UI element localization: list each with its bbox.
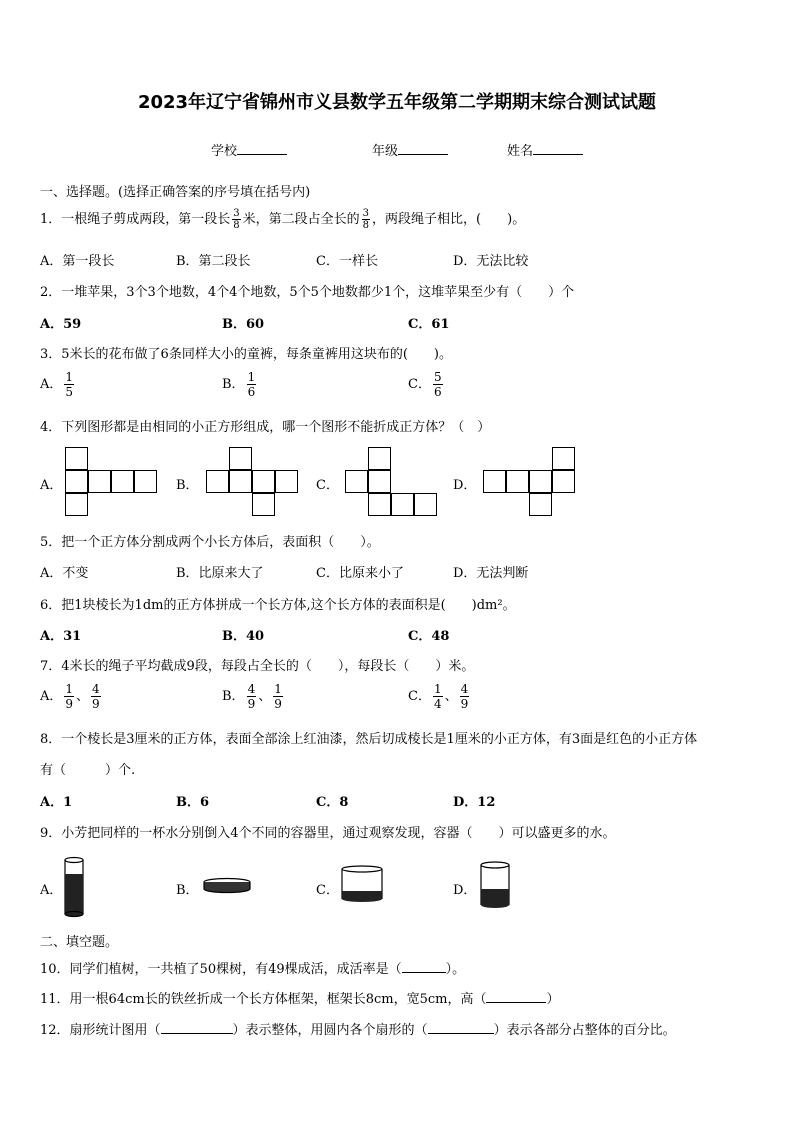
option-b[interactable]: B．第二段长	[176, 254, 251, 269]
option-b[interactable]: B．40	[222, 629, 265, 644]
option-c[interactable]: C．61	[408, 317, 450, 332]
name-label: 姓名	[507, 144, 534, 159]
question-8-cont: 有（ ）个.	[40, 763, 136, 778]
section-heading: 二、填空题。	[40, 935, 119, 950]
school-field[interactable]	[211, 140, 287, 159]
answer-blank[interactable]	[486, 1002, 546, 1003]
answer-blank[interactable]	[428, 1033, 494, 1034]
option-a[interactable]: A．59	[40, 317, 82, 332]
option-a[interactable]: A．31	[40, 629, 82, 644]
option-a[interactable]: A．1	[40, 795, 73, 810]
fraction: $\frac{1}{9}$	[274, 682, 282, 711]
option-a-label[interactable]: A．	[40, 478, 63, 493]
school-label: 学校	[211, 144, 238, 159]
option-c-label[interactable]: C．	[316, 478, 339, 493]
medium-cup-icon[interactable]	[478, 861, 512, 911]
option-c[interactable]: C． $\frac{1}{4}$ 、 $\frac{4}{9}$	[408, 682, 469, 711]
fraction: $\frac{5}{6}$	[433, 370, 442, 399]
question-9: 9．小芳把同样的一杯水分别倒入4个不同的容器里，通过观察发现，容器（ ）可以盛更多的水。	[40, 826, 616, 841]
option-b-label[interactable]: B．	[176, 478, 199, 493]
question-7: 7．4米长的绳子平均截成9段，每段占全长的（ ），每段长（ ）米。	[40, 659, 475, 674]
question-3: 3．5米长的花布做了6条同样大小的童裤，每条童裤用这块布的( )。	[40, 347, 452, 362]
option-a[interactable]: A． $\frac{1}{9}$ 、 $\frac{4}{9}$	[40, 682, 100, 711]
question-5: 5．把一个正方体分割成两个小长方体后，表面积（ ）。	[40, 535, 380, 550]
question-6: 6．把1块棱长为1dm的正方体拼成一个长方体,这个长方体的表面积是( )dm²。	[40, 598, 516, 613]
fraction: $\frac{4}{9}$	[460, 682, 469, 711]
question-11: 11．用一根64cm长的铁丝折成一个长方体框架，框架长8cm，宽5cm，高（ ）	[40, 992, 560, 1007]
grade-field[interactable]	[372, 140, 448, 159]
fraction: $\frac{1}{4}$	[433, 682, 442, 711]
option-c[interactable]: C．48	[408, 629, 450, 644]
grade-label: 年级	[372, 144, 399, 159]
wide-cup-icon[interactable]	[340, 865, 384, 905]
answer-blank[interactable]	[161, 1033, 233, 1034]
option-d-label[interactable]: D．	[453, 883, 477, 898]
option-a[interactable]: A．不变	[40, 566, 89, 581]
fraction: $\frac{1}{5}$	[65, 370, 74, 399]
option-c-label[interactable]: C．	[316, 883, 339, 898]
option-b[interactable]: B．60	[222, 317, 265, 332]
question-10: 10．同学们植树，一共植了50棵树，有49棵成活，成活率是（ ）。	[40, 962, 466, 977]
name-field[interactable]	[507, 140, 583, 159]
fraction: $\frac{1}{9}$	[65, 682, 74, 711]
tall-cylinder-icon[interactable]	[62, 856, 86, 918]
option-d[interactable]: D．无法比较	[453, 254, 529, 269]
question-1: 1．一根绳子剪成两段，第一段长 $\frac{3}{8}$ 米，第二段占全长的 $\frac{3}{8}$ ，两段绳子相比，( )。	[40, 208, 526, 231]
fraction: $\frac{1}{6}$	[247, 370, 256, 399]
option-b[interactable]: B． $\frac{1}{6}$	[222, 370, 256, 399]
option-c[interactable]: C．8	[316, 795, 349, 810]
option-c[interactable]: C．比原来小了	[316, 566, 404, 581]
option-b[interactable]: B．6	[176, 795, 210, 810]
option-d-label[interactable]: D．	[453, 478, 477, 493]
option-b[interactable]: B． $\frac{4}{9}$ 、 $\frac{1}{9}$	[222, 682, 282, 711]
question-2: 2．一堆苹果，3个3个地数，4个4个地数，5个5个地数都少1个，这堆苹果至少有（ ）个	[40, 285, 575, 300]
option-b[interactable]: B．比原来大了	[176, 566, 264, 581]
question-12: 12．扇形统计图用（ ）表示整体，用圆内各个扇形的（ ）表示各部分占整体的百分比。	[40, 1023, 676, 1038]
page-title: 2023年辽宁省锦州市义县数学五年级第二学期期末综合测试试题	[137, 92, 657, 113]
fraction: $\frac{3}{8}$	[362, 208, 370, 231]
flat-dish-icon[interactable]	[202, 877, 252, 897]
answer-blank[interactable]	[402, 972, 446, 973]
option-c[interactable]: C． $\frac{5}{6}$	[408, 370, 442, 399]
option-b-label[interactable]: B．	[176, 883, 199, 898]
option-c[interactable]: C．一样长	[316, 254, 378, 269]
option-a-label[interactable]: A．	[40, 883, 63, 898]
question-4: 4．下列图形都是由相同的小正方形组成，哪一个图形不能折成正方体？（ ）	[40, 420, 491, 435]
question-8: 8．一个棱长是3厘米的正方体，表面全部涂上红油漆，然后切成棱长是1厘米的小正方体，有3面是红色的小正方体	[40, 732, 698, 747]
fraction: $\frac{4}{9}$	[92, 682, 100, 711]
option-d[interactable]: D．无法判断	[453, 566, 529, 581]
fraction: $\frac{3}{8}$	[233, 208, 240, 231]
option-a[interactable]: A． $\frac{1}{5}$	[40, 370, 74, 399]
option-a[interactable]: A．第一段长	[40, 254, 115, 269]
fraction: $\frac{4}{9}$	[247, 682, 256, 711]
section-heading: 一、选择题。(选择正确答案的序号填在括号内)	[40, 185, 311, 200]
option-d[interactable]: D．12	[453, 795, 496, 810]
